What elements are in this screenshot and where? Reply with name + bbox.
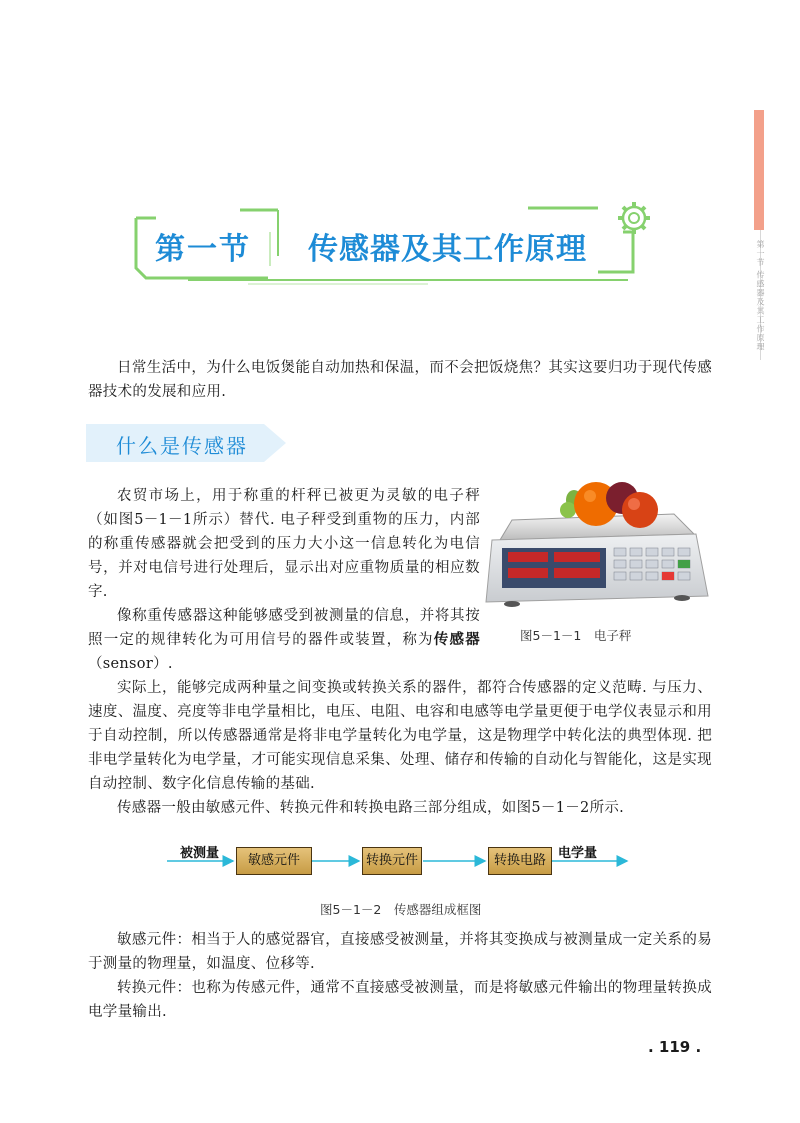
paragraph-definition xyxy=(88,604,480,676)
diagram-box-conversion-element: 转换元件 xyxy=(362,847,422,875)
section-title: 传感器及其工作原理 xyxy=(308,232,587,267)
diagram-box-conversion-circuit: 转换电路 xyxy=(488,847,552,875)
diagram-box-sensitive-element: 敏感元件 xyxy=(236,847,312,875)
paragraph-components: 传感器一般由敏感元件、转换元件和转换电路三部分组成，如图5－1－2所示. xyxy=(117,800,625,816)
margin-color-strip xyxy=(754,110,764,230)
diagram-input-label: 被测量 xyxy=(180,846,220,861)
paragraph-sensitive-element: 敏感元件：相当于人的感觉器官，直接感受被测量，并将其变换成与被测量成一定关系的易于测量的物理量，如温度、位移等. xyxy=(88,932,712,972)
figure-5-1-1-caption: 图5－1－1 电子秤 xyxy=(520,628,632,643)
page-number: . 119 . xyxy=(648,1038,702,1056)
term-english: （sensor）. xyxy=(88,656,173,672)
intro-paragraph: 日常生活中，为什么电饭煲能自动加热和保温，而不会把饭烧焦？其实这要归功于现代传感器技术的发展和应用. xyxy=(88,360,712,400)
margin-running-head: 第一节 传感器及其工作原理 xyxy=(756,240,765,352)
gear-icon xyxy=(618,202,650,234)
definition-text: 像称重传感器这种能够感受到被测量的信息，并将其按照一定的规律转化为可用信号的器件或装置，称为 xyxy=(88,608,480,648)
subsection-title: 什么是传感器 xyxy=(116,434,248,458)
section-number: 第一节 xyxy=(155,232,251,267)
paragraph-electronic-scale: 农贸市场上，用于称重的杆秤已被更为灵敏的电子秤（如图5－1－1所示）替代. 电子秤受到重物的压力，内部的称重传感器就会把受到的压力大小这一信息转化为电信号，并对电信号进行处理后，显示出对应重物质量的相应数字. xyxy=(88,488,480,600)
diagram-output-label: 电学量 xyxy=(558,846,598,861)
electronic-scale-image xyxy=(482,478,714,612)
term-sensor: 传感器 xyxy=(433,631,480,648)
paragraph-conversion-element: 转换元件：也称为传感元件，通常不直接感受被测量，而是将敏感元件输出的物理量转换成电学量输出. xyxy=(88,980,712,1020)
paragraph-conversion: 实际上，能够完成两种量之间变换或转换关系的器件，都符合传感器的定义范畴. 与压力、速度、温度、亮度等非电学量相比，电压、电阻、电容和电感等电学量更便于电学仪表显示和用于自动控制，所以传感器通常是将非电学量转化为电学量，这是物理学中转化法的典型体现. 把非电学量转化为电学量，才可能实现信息采集、处理、储存和传输的自动化与智能化，这是实现自动控制、数字化信息传输的基础. xyxy=(88,680,712,792)
figure-5-1-2-caption: 图5－1－2 传感器组成框图 xyxy=(320,902,482,917)
